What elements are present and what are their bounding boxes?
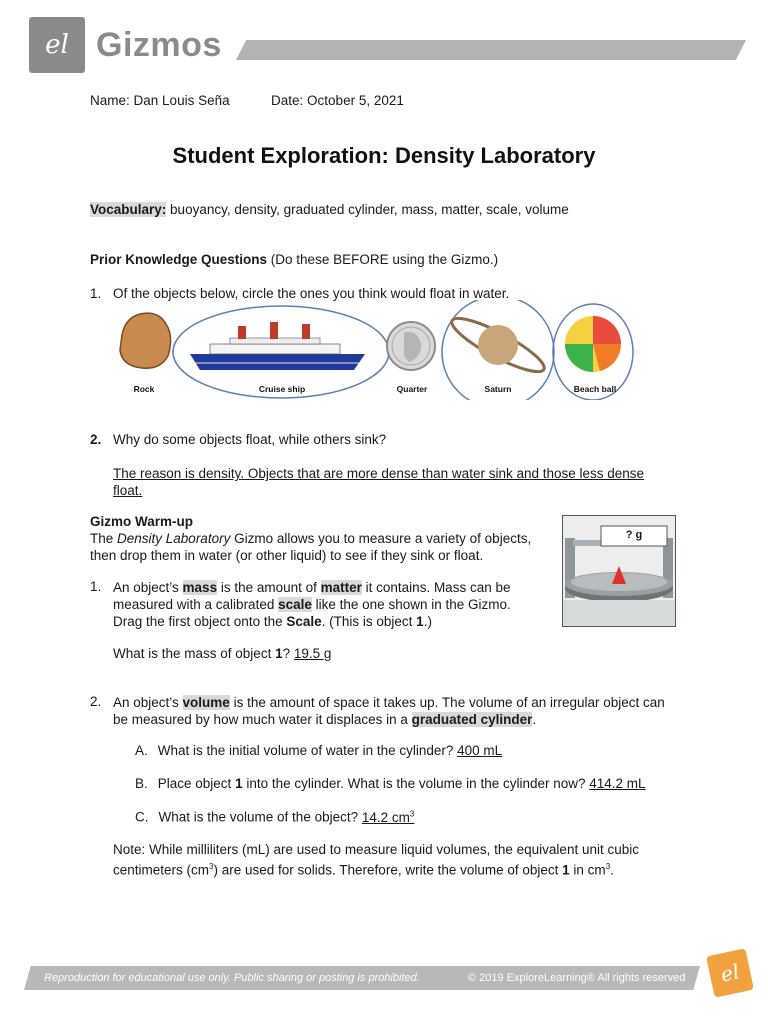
logo-text: el <box>45 30 69 60</box>
warmup-heading: Gizmo Warm-up <box>90 514 193 529</box>
student-name: Dan Louis Seña <box>133 93 230 108</box>
q2-text-c: . <box>532 712 537 727</box>
q1-text-a: An object’s <box>113 580 183 595</box>
note-a: Note: While milliliters (mL) are used to measure liquid volumes, the equivalent unit cubic centimeters (cm <box>113 842 639 878</box>
q1-text-b: is the amount of <box>217 580 321 595</box>
units-note <box>113 841 673 879</box>
term-matter: matter <box>320 580 362 595</box>
vocabulary-terms: buoyancy, density, graduated cylinder, mass, matter, scale, volume <box>170 202 569 217</box>
warmup-intro <box>90 530 550 564</box>
note-object: 1 <box>562 862 570 878</box>
q2-text-b: is the amount of space it takes up. The volume of an irregular object can be measured by how much water it displaces in a <box>113 695 665 727</box>
caption-quarter: Quarter <box>396 384 428 394</box>
prior-q2-text: Why do some objects float, while others sink? <box>113 432 387 447</box>
warmup-q2-num: 2. <box>90 694 102 709</box>
cruise-ship-icon <box>190 354 365 370</box>
warmup-q1-text <box>113 579 533 630</box>
term-scale: scale <box>278 597 312 612</box>
sub-a-label: A. <box>135 743 148 758</box>
scale-image <box>562 515 676 627</box>
prior-q2-num: 2. <box>90 432 102 447</box>
intro-part-2: Gizmo allows you to measure a variety of objects, then drop them in water (or other liquid) to see if they sink or float. <box>90 531 532 563</box>
sub-c-label: C. <box>135 809 149 825</box>
sub-a-answer: 400 mL <box>457 743 503 758</box>
term-volume: volume <box>182 695 230 710</box>
q1-text-d: like the one shown in the Gizmo. Drag the first object onto the <box>113 597 511 629</box>
date-value: October 5, 2021 <box>307 93 404 108</box>
saturn-icon <box>478 325 518 365</box>
caption-rock: Rock <box>133 384 155 394</box>
page-title: Student Exploration: Density Laboratory <box>172 143 596 168</box>
name-label: Name: <box>90 93 130 108</box>
mass-question-b: ? <box>282 646 294 661</box>
intro-part-1: The <box>90 531 118 546</box>
brand-name: Gizmos <box>96 26 222 64</box>
q1-text-e: . (This is object <box>321 614 417 629</box>
date-line <box>271 93 404 108</box>
footer-logo-text: el <box>718 959 742 987</box>
rock-icon <box>120 313 171 368</box>
footer-disclaimer: Reproduction for educational use only. Public sharing or posting is prohibited. <box>44 972 420 984</box>
caption-cruise-ship: Cruise ship <box>258 384 306 394</box>
footer-copyright: © 2019 ExploreLearning® All rights reserved <box>468 972 686 984</box>
mass-question-object: 1 <box>275 646 283 661</box>
intro-gizmo-name: Density Laboratory <box>117 531 231 546</box>
mass-answer: 19.5 g <box>293 646 332 661</box>
scale-readout: ? g <box>625 529 643 541</box>
sub-c-answer <box>362 810 414 825</box>
vocabulary <box>90 202 569 217</box>
sub-b-text-a: Place object <box>157 776 236 791</box>
sub-question-a <box>135 743 502 758</box>
sub-c-text: What is the volume of the object? <box>158 809 362 825</box>
q1-object-number: 1 <box>416 614 424 629</box>
term-scale-2: Scale <box>286 614 322 629</box>
name-line <box>90 93 230 108</box>
sub-c-answer-value: 14.2 cm <box>361 809 410 825</box>
header-bar <box>236 40 746 60</box>
note-sup-2: 3 <box>605 862 611 871</box>
mass-question-a: What is the mass of object <box>113 646 276 661</box>
sub-question-b <box>135 776 646 791</box>
prior-q1-num: 1. <box>90 286 102 301</box>
q1-text-f: .) <box>423 614 432 629</box>
footer-logo <box>706 948 754 997</box>
term-graduated-cylinder: graduated cylinder <box>411 712 533 727</box>
prior-heading: Prior Knowledge Questions <box>90 252 268 267</box>
caption-beach-ball: Beach ball <box>573 384 617 394</box>
sub-b-label: B. <box>135 776 148 791</box>
sub-c-answer-sup: 3 <box>409 809 415 818</box>
term-mass: mass <box>182 580 218 595</box>
note-c: in cm <box>569 862 606 878</box>
sub-b-answer: 414.2 mL <box>589 776 646 791</box>
date-label: Date: <box>271 93 304 108</box>
mass-question <box>113 646 331 661</box>
note-b: ) are used for solids. Therefore, write the volume of object <box>213 862 563 878</box>
prior-q2-answer: The reason is density. Objects that are more dense than water sink and those less dense float. <box>113 466 645 498</box>
sub-b-text-b: into the cylinder. What is the volume in the cylinder now? <box>242 776 590 791</box>
q1-text-c: it contains. Mass can be measured with a calibrated <box>113 580 511 612</box>
vocabulary-label: Vocabulary: <box>90 202 167 217</box>
sub-question-c <box>135 809 414 825</box>
caption-saturn: Saturn <box>484 384 512 394</box>
warmup-q2-text <box>113 694 673 728</box>
explorelearning-logo <box>29 17 85 73</box>
sub-a-text: What is the initial volume of water in the cylinder? <box>157 743 458 758</box>
warmup-q1-num: 1. <box>90 579 102 594</box>
prior-knowledge-heading <box>90 252 498 267</box>
q2-text-a: An object’s <box>113 695 183 710</box>
sub-b-object: 1 <box>235 776 243 791</box>
prior-q1-text: Of the objects below, circle the ones you think would float in water. <box>113 286 510 301</box>
note-d: . <box>610 862 614 878</box>
objects-figure <box>110 300 640 400</box>
prior-note: (Do these BEFORE using the Gizmo.) <box>270 252 499 267</box>
note-sup: 3 <box>209 862 214 871</box>
